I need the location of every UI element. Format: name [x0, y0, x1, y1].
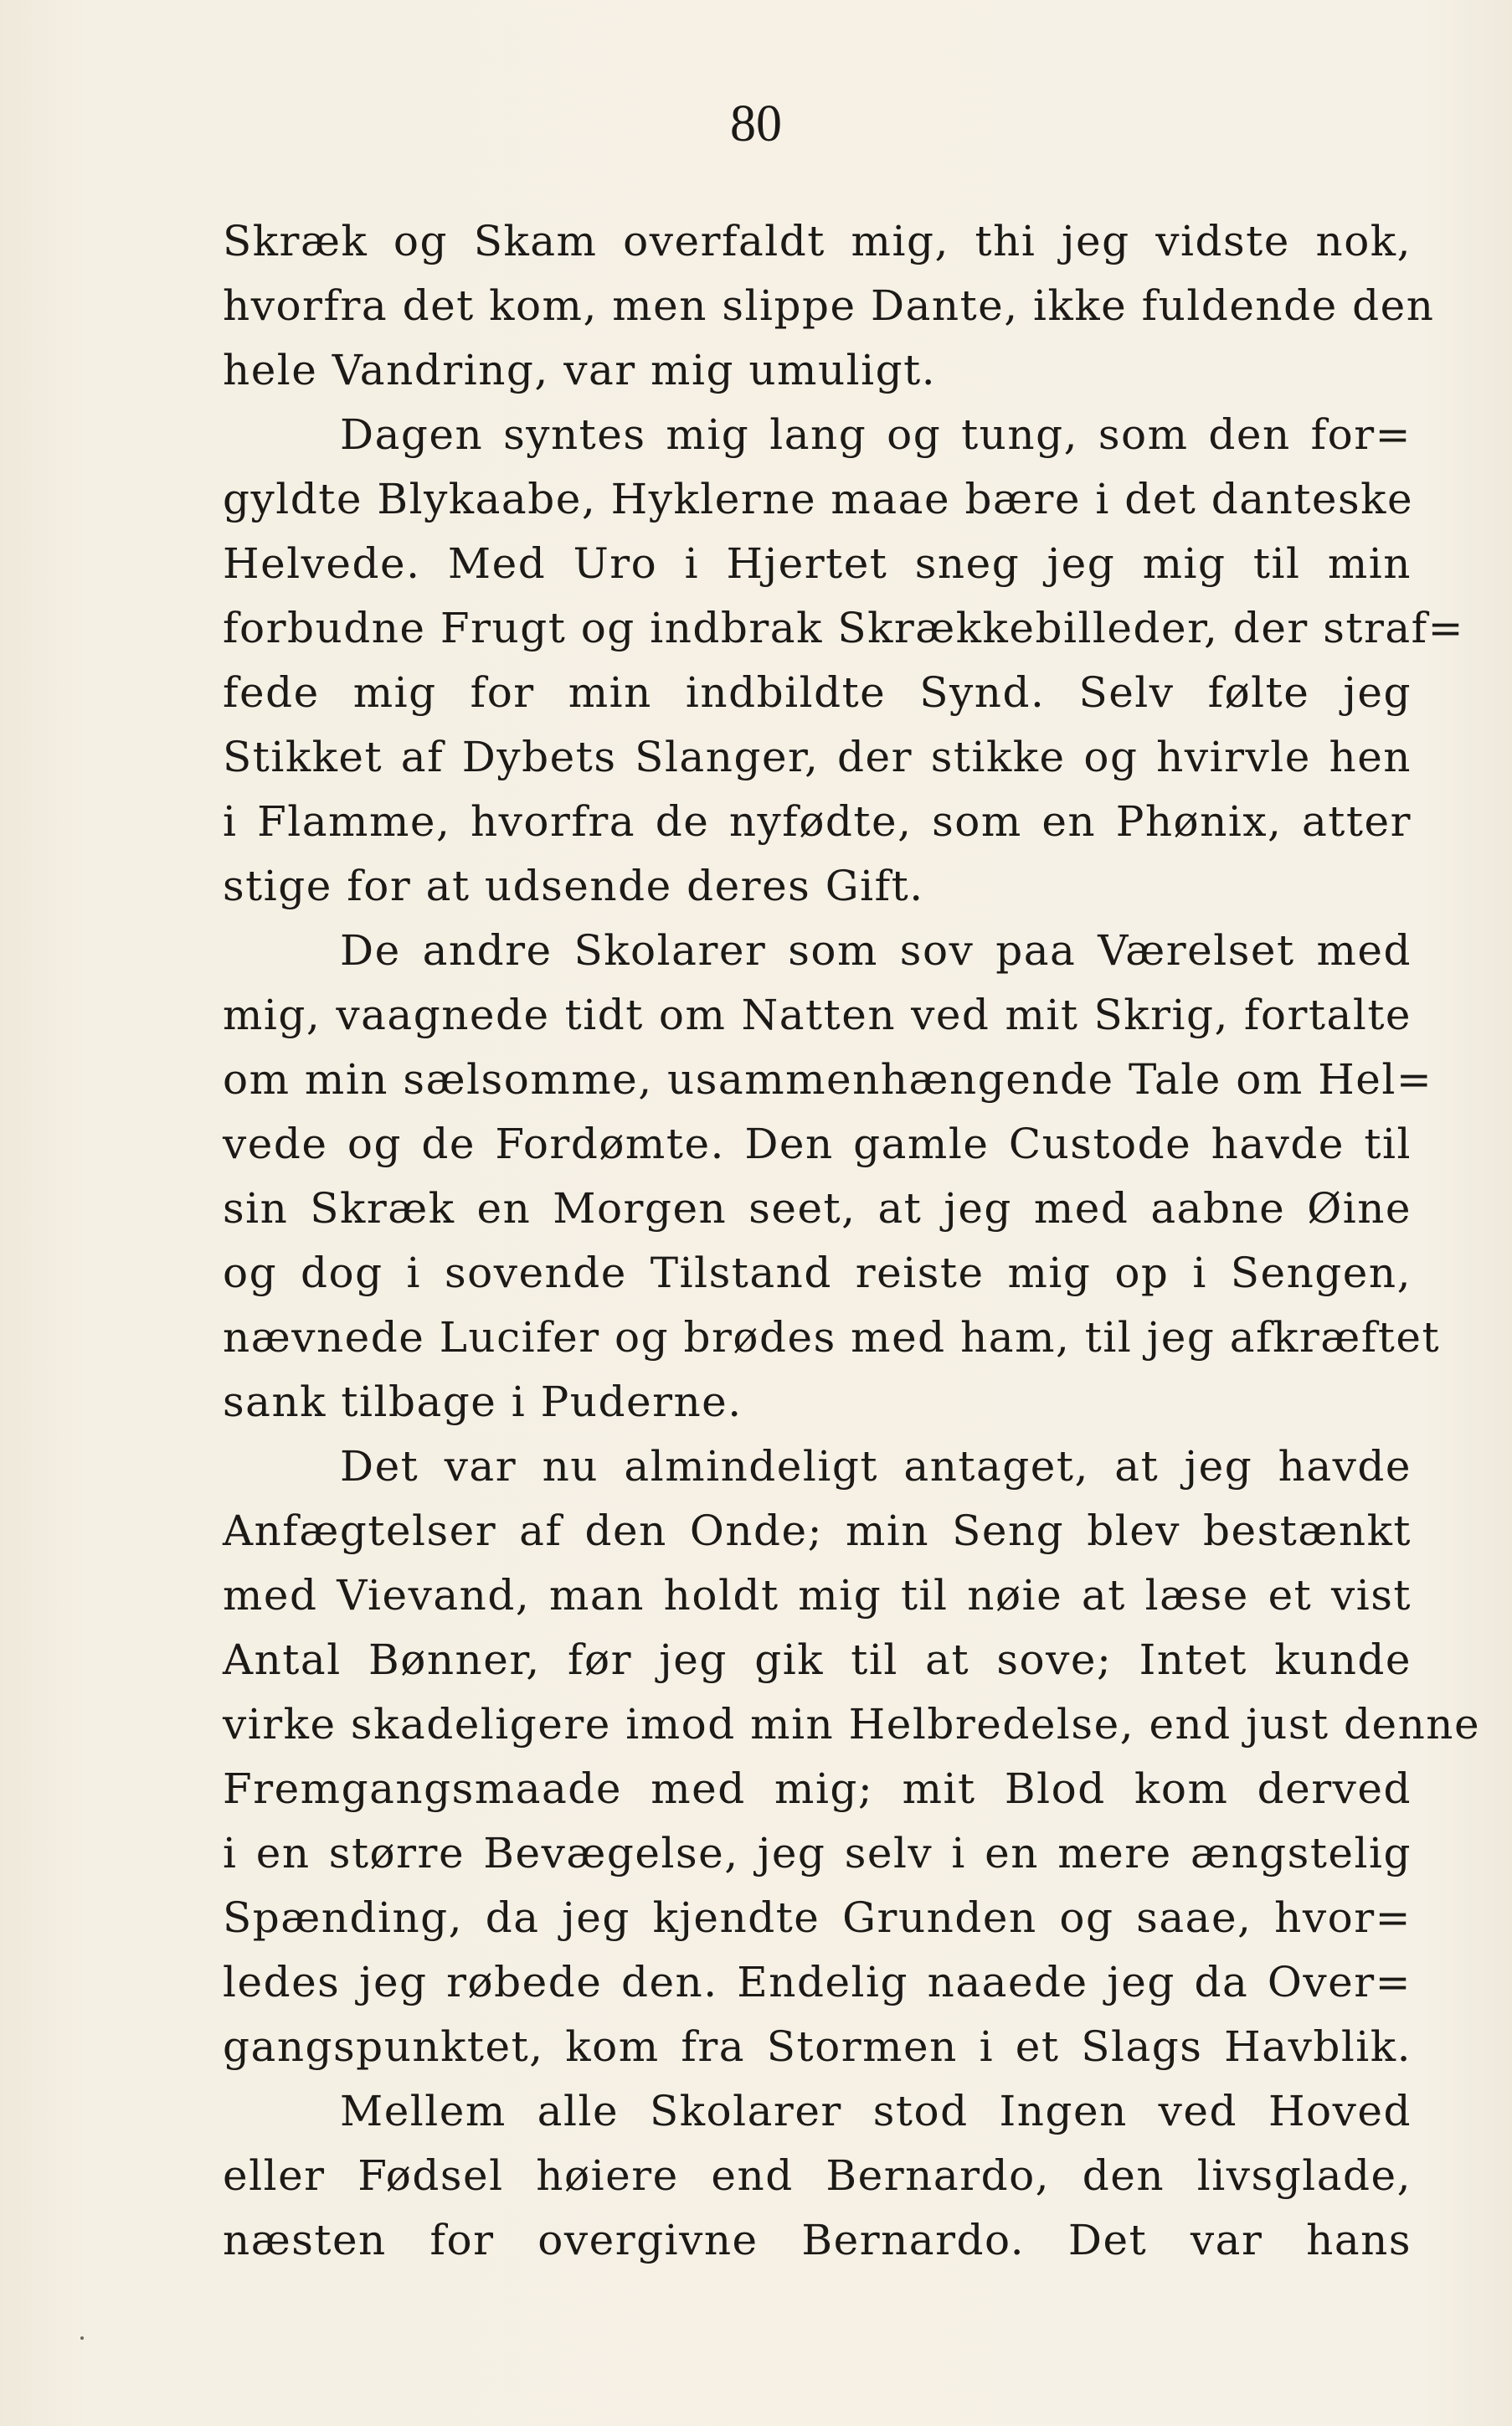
text-line: nævnede Lucifer og brødes med ham, til jeg afkræftet: [223, 1313, 1441, 1362]
text-line: gangspunktet, kom fra Stormen i et Slags Havblik.: [223, 2022, 1412, 2071]
text-line: i en større Bevægelse, jeg selv i en mere ængstelig: [223, 1829, 1412, 1877]
text-line: Fremgangsmaade med mig; mit Blod kom derved: [223, 1764, 1412, 1813]
page-number: 80: [730, 95, 782, 152]
text-line: Det var nu almindeligt antaget, at jeg havde: [340, 1442, 1412, 1491]
text-line: Dagen syntes mig lang og tung, som den for=: [340, 410, 1412, 459]
text-line: De andre Skolarer som sov paa Værelset med: [340, 926, 1412, 975]
text-line: gyldte Blykaabe, Hyklerne maae bære i det danteske: [223, 475, 1414, 523]
text-line: mig, vaagnede tidt om Natten ved mit Skrig, fortalte: [223, 991, 1412, 1039]
body-text: [223, 209, 1481, 2273]
text-line: eller Fødsel høiere end Bernardo, den livsglade,: [223, 2151, 1412, 2200]
text-line: forbudne Frugt og indbrak Skrækkebilleder, der straf=: [223, 604, 1465, 652]
text-line: Stikket af Dybets Slanger, der stikke og hvirvle hen: [223, 733, 1412, 781]
text-line: hvorfra det kom, men slippe Dante, ikke fuldende den: [223, 281, 1435, 330]
text-line: næsten for overgivne Bernardo. Det var hans: [223, 2216, 1412, 2264]
text-line: hele Vandring, var mig umuligt.: [223, 346, 937, 394]
text-line: om min sælsomme, usammenhængende Tale om Hel=: [223, 1055, 1433, 1104]
text-line: Helvede. Med Uro i Hjertet sneg jeg mig til min: [223, 539, 1412, 588]
text-line: virke skadeligere imod min Helbredelse, end just denne: [223, 1700, 1481, 1749]
text-line: og dog i sovende Tilstand reiste mig op i Sengen,: [223, 1249, 1412, 1297]
text-line: vede og de Fordømte. Den gamle Custode havde til: [223, 1120, 1412, 1168]
text-line: fede mig for min indbildte Synd. Selv følte jeg: [223, 668, 1412, 717]
text-line: Anfægtelser af den Onde; min Seng blev bestænkt: [223, 1507, 1412, 1555]
text-line: Spænding, da jeg kjendte Grunden og saae, hvor=: [223, 1893, 1412, 1942]
text-line: stige for at udsende deres Gift.: [223, 862, 924, 910]
text-line: Mellem alle Skolarer stod Ingen ved Hoved: [340, 2087, 1412, 2135]
text-line: Antal Bønner, før jeg gik til at sove; Intet kunde: [223, 1635, 1412, 1684]
text-line: i Flamme, hvorfra de nyfødte, som en Phønix, atter: [223, 797, 1412, 846]
text-line: ledes jeg røbede den. Endelig naaede jeg da Over=: [223, 1958, 1412, 2006]
text-line: sank tilbage i Puderne.: [223, 1378, 743, 1426]
text-line: Skræk og Skam overfaldt mig, thi jeg vidste nok,: [223, 217, 1412, 265]
text-line: sin Skræk en Morgen seet, at jeg med aabne Øine: [223, 1184, 1412, 1233]
text-line: med Vievand, man holdt mig til nøie at læse et vist: [223, 1571, 1412, 1620]
paper-speck: [80, 2336, 84, 2340]
